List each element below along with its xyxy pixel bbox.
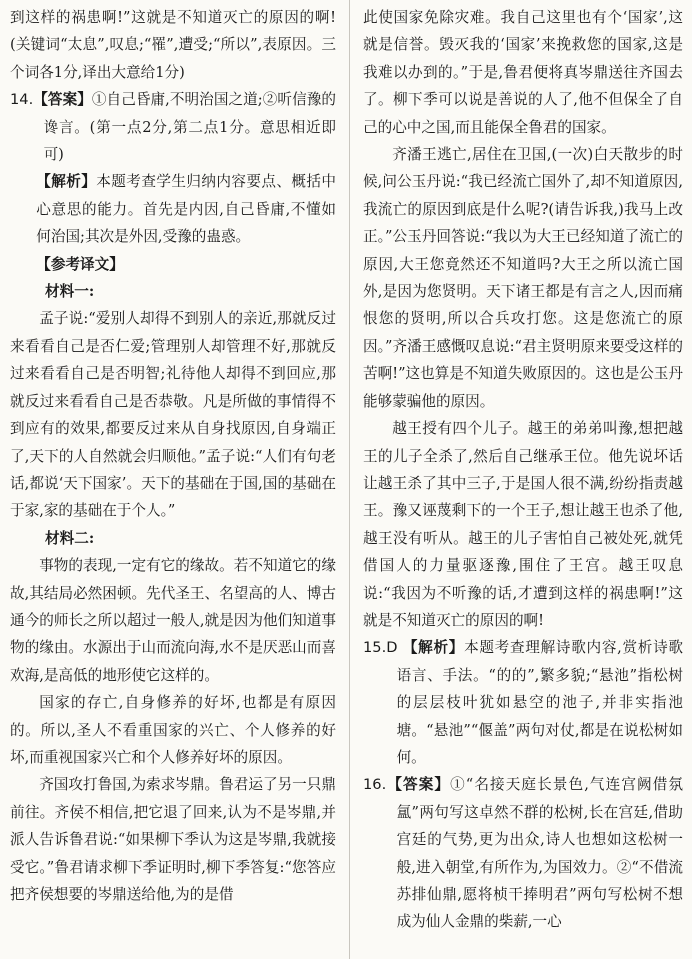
q14-analysis (10, 168, 336, 250)
material1-text: 孟子说:“爱别人却得不到别人的亲近,那就反过来看看自己是否仁爱;管理别人却管理不好,那就反过来看看自己是否明智;礼待他人却得不到回应,那就反过来看看自己是否恭敬。凡是所做的事情得不到应有的效果,都要反过来从自身找原因,自身端正了,天下的人自然就会归顺他。”孟子说:“人们有句老话,都说‘天下国家’。天下的基础在于国,国的基础在于家,家的基础在于个人。” (10, 310, 336, 520)
material1-title: 材料一: (45, 283, 95, 301)
q14-number: 14. (10, 91, 34, 109)
q15-answer (363, 634, 683, 771)
q15-number: 15. (363, 639, 387, 657)
q16-answer (363, 771, 683, 935)
left-column (10, 4, 336, 908)
material2-paragraph-2: 国家的存亡,自身修养的好坏,也都是有原因的。所以,圣人不看重国家的兴亡、个人修养的好坏,而重视国家兴亡和个人修养好坏的原因。 (10, 694, 336, 766)
q15-analysis-tag: 【解析】 (402, 639, 465, 657)
q16-number: 16. (363, 776, 387, 794)
material2-paragraph-3-continued: 此使国家免除灾难。我自己这里也有个‘国家’,这就是信誉。毁灭我的‘国家’来挽救您的国家,这是我难以办到的。”于是,鲁君便将真岑鼎送往齐国去了。柳下季可以说是善说的人了,他不但保全了自己的心中之国,而且能保全鲁君的国家。 (363, 9, 683, 136)
q14-analysis-tag: 【解析】 (36, 173, 97, 191)
q14-answer-tag: 【答案】 (33, 91, 92, 109)
column-divider (349, 0, 350, 959)
q14-analysis-text: 本题考查学生归纳内容要点、概括中心意思的能力。首先是内因,自己昏庸,不懂如何治国;其次是外因,受豫的蛊惑。 (36, 173, 336, 246)
material2-paragraph-3: 齐国攻打鲁国,为索求岑鼎。鲁君运了另一只鼎前往。齐侯不相信,把它退了回来,认为不是岑鼎,并派人告诉鲁君说:“如果柳下季认为这是岑鼎,我就接受它。”鲁君请求柳下季证明时,柳下季答复:“您答应把齐侯想要的岑鼎送给他,为的是借 (10, 776, 336, 903)
q14-answer (10, 86, 336, 168)
q15-answer-letter: D (386, 639, 398, 657)
q13-answer-tail: 到这样的祸患啊!”这就是不知道灭亡的原因的啊!(关键词“太息”,叹息;“罹”,遭受;“所以”,表原因。三个词各1分,译出大意给1分) (10, 9, 336, 81)
right-column (363, 4, 683, 936)
q16-answer-tag: 【答案】 (386, 776, 451, 794)
material2-paragraph-4: 齐潘王逃亡,居住在卫国,(一次)白天散步的时候,问公玉丹说:“我已经流亡国外了,却不知道原因,我流亡的原因到底是什么呢?(请告诉我,)我马上改正。”公玉丹回答说:“我以为大王已经知道了流亡的原因,大王您竟然还不知道吗?大王之所以流亡国外,是因为您贤明。天下诸王都是有言之人,因而痛恨您的贤明,所以合兵攻打您。这是您流亡的原因。”齐潘王感慨叹息说:“君主贤明原来要受这样的苦啊!”这也算是不知道失败原因的。这也是公玉丹能够蒙骗他的原因。 (363, 146, 683, 410)
q16-answer-text: ①“名接天庭长景色,气连宫阙借氛氲”两句写这卓然不群的松树,长在宫廷,借助宫廷的气势,更为出众,诗人也想如这松树一般,进入朝堂,有所作为,为国效力。②“不借流苏排仙鼎,愿将桢干捧明君”两句写松树不想成为仙人金鼎的柴薪,一心 (396, 776, 683, 931)
material2-title: 材料二: (45, 529, 95, 547)
q14-answer-text: ①自己昏庸,不明治国之道;②听信豫的谗言。(第一点2分,第二点1分。意思相近即可) (43, 91, 336, 164)
reference-translation-heading: 【参考译文】 (36, 255, 124, 273)
q15-analysis-text: 本题考查理解诗歌内容,赏析诗歌语言、手法。“的的”,繁多貌;“悬池”指松树的层层枝叶犹如悬空的池子,并非实指池塘。“悬池”“偃盖”两句对仗,都是在说松树如何。 (396, 639, 683, 766)
material2-paragraph-1: 事物的表现,一定有它的缘故。若不知道它的缘故,其结局必然困顿。先代圣王、名望高的人、博古通今的师长之所以超过一般人,就是因为他们知道事物的缘由。水源出于山而流向海,水不是厌恶山而喜欢海,是高低的地形使它这样的。 (10, 557, 336, 684)
material2-paragraph-5: 越王授有四个儿子。越王的弟弟叫豫,想把越王的儿子全杀了,然后自己继承王位。他先说坏话让越王杀了其中三子,于是国人很不满,纷纷指责越王。豫又诬蔑剩下的一个王子,想让越王也杀了他,越王没有听从。越王的儿子害怕自己被处死,就凭借国人的力量驱逐豫,围住了王宫。越王叹息说:“我因为不听豫的话,才遭到这样的祸患啊!”这就是不知道灭亡的原因的啊! (363, 420, 683, 629)
